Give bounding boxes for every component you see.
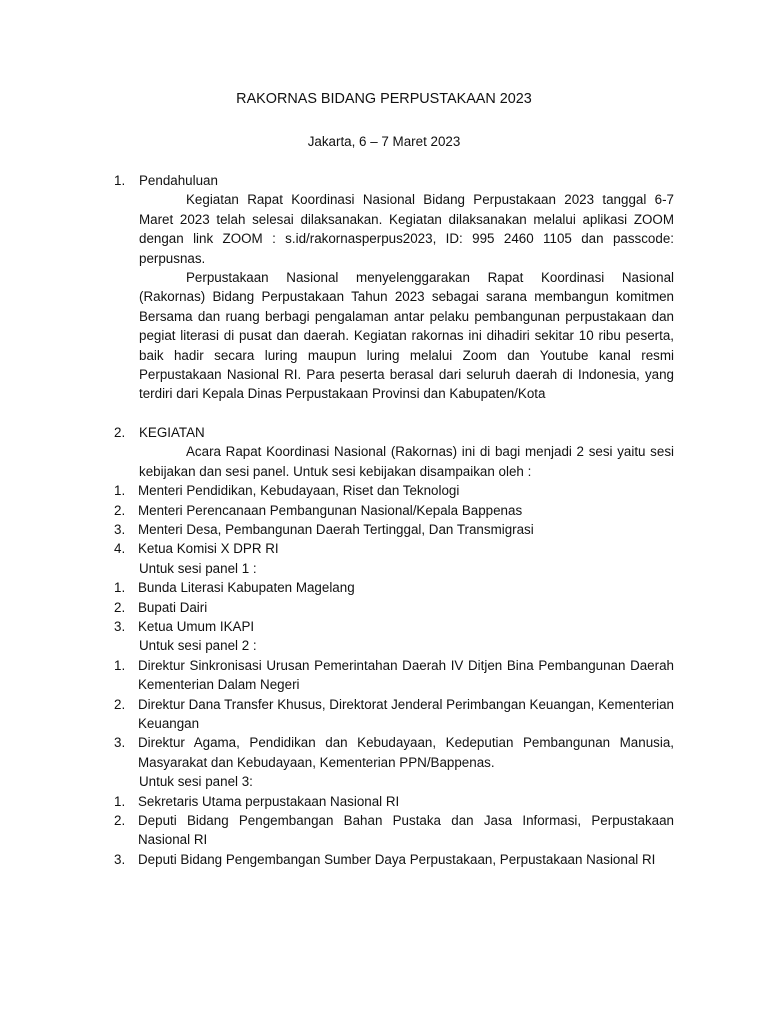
list-text: Bupati Dairi bbox=[138, 599, 208, 615]
list-item bbox=[114, 656, 674, 695]
paragraph: Acara Rapat Koordinasi Nasional (Rakornas) ini di bagi menjadi 2 sesi yaitu sesi kebijakan dan sesi panel. Untuk sesi kebijakan disampaikan oleh : bbox=[139, 444, 674, 479]
list-text: Direktur Dana Transfer Khusus, Direktorat Jenderal Perimbangan Keuangan, Kementerian Keuangan bbox=[138, 696, 674, 731]
list-number: 3. bbox=[114, 735, 126, 751]
list-number: 2. bbox=[114, 813, 126, 828]
list-text: Menteri Pendidikan, Kebudayaan, Riset dan Teknologi bbox=[138, 483, 460, 499]
list-item bbox=[114, 501, 674, 520]
section-number: 2. bbox=[114, 424, 126, 440]
list-kebijakan bbox=[114, 481, 674, 559]
list-item bbox=[114, 792, 674, 811]
list-number: 1. bbox=[114, 580, 126, 596]
list-number: 2. bbox=[114, 502, 126, 518]
panel-2-label: Untuk sesi panel 2 : bbox=[139, 638, 257, 654]
document-dateline: Jakarta, 6 – 7 Maret 2023 bbox=[307, 134, 461, 149]
list-item bbox=[114, 520, 674, 539]
list-text: Ketua Komisi X DPR RI bbox=[138, 541, 279, 557]
list-item bbox=[114, 578, 674, 597]
list-item bbox=[114, 733, 674, 772]
list-item bbox=[114, 539, 674, 558]
paragraph: Perpustakaan Nasional menyelenggarakan Rapat Koordinasi Nasional (Rakornas) Bidang Perpustakaan Tahun 2023 sebagai sarana membangun komitmen Bersama dan ruang berbagi pengalaman antar pelaku pembangunan perpustakaan dan pegiat literasi di pusat dan daerah. Kegiatan rakornas ini dihadiri sekitar 10 ribu peserta, baik hadir secara luring maupun luring melalui Zoom dan Youtube kanal resmi Perpustakaan Nasional RI. Para peserta berasal dari seluruh daerah di Indonesia, yang terdiri dari Kepala Dinas Perpustakaan Provinsi dan Kabupaten/Kota bbox=[139, 270, 674, 402]
section-heading-kegiatan bbox=[114, 423, 674, 442]
panel-3-label: Untuk sesi panel 3: bbox=[139, 774, 253, 790]
list-panel-1 bbox=[114, 578, 674, 636]
list-text: Deputi Bidang Pengembangan Sumber Daya Perpustakaan, Perpustakaan Nasional RI bbox=[138, 851, 656, 867]
list-panel-3 bbox=[114, 792, 674, 870]
list-number: 2. bbox=[114, 696, 126, 712]
document-title: RAKORNAS BIDANG PERPUSTAKAAN 2023 bbox=[236, 91, 532, 107]
list-text: Sekretaris Utama perpustakaan Nasional RI bbox=[138, 793, 400, 809]
panel-1-label: Untuk sesi panel 1 : bbox=[139, 560, 257, 576]
list-number: 3. bbox=[114, 851, 126, 867]
list-item bbox=[114, 850, 674, 869]
list-item bbox=[114, 598, 674, 617]
list-number: 4. bbox=[114, 541, 126, 557]
section-heading-text: KEGIATAN bbox=[139, 424, 205, 440]
list-number: 1. bbox=[114, 483, 126, 499]
document-body bbox=[114, 171, 674, 869]
list-number: 1. bbox=[114, 793, 126, 809]
section-number: 1. bbox=[114, 173, 126, 188]
list-item bbox=[114, 811, 674, 850]
list-item bbox=[114, 695, 674, 734]
list-number: 2. bbox=[114, 599, 126, 615]
list-text: Direktur Agama, Pendidikan dan Kebudayaan, Kedeputian Pembangunan Manusia, Masyarakat dan Kebudayaan, Kementerian PPN/Bappenas. bbox=[138, 735, 674, 770]
section-heading-text: Pendahuluan bbox=[139, 173, 218, 188]
list-number: 3. bbox=[114, 521, 126, 537]
list-number: 3. bbox=[114, 618, 126, 634]
section-heading-pendahuluan bbox=[114, 171, 674, 190]
list-text: Bunda Literasi Kabupaten Magelang bbox=[138, 580, 355, 596]
list-panel-2 bbox=[114, 656, 674, 772]
paragraph: Kegiatan Rapat Koordinasi Nasional Bidang Perpustakaan 2023 tanggal 6-7 Maret 2023 telah selesai dilaksanakan. Kegiatan dilaksanakan melalui aplikasi ZOOM dengan link ZOOM : s.id/rakornasperpus2023, ID: 995 2460 1105 dan passcode: perpusnas. bbox=[139, 192, 674, 266]
list-text: Menteri Desa, Pembangunan Daerah Tertinggal, Dan Transmigrasi bbox=[138, 521, 534, 537]
list-item bbox=[114, 481, 674, 500]
list-text: Deputi Bidang Pengembangan Bahan Pustaka dan Jasa Informasi, Perpustakaan Nasional RI bbox=[138, 813, 674, 848]
list-text: Ketua Umum IKAPI bbox=[138, 618, 255, 634]
list-number: 1. bbox=[114, 657, 126, 673]
list-text: Direktur Sinkronisasi Urusan Pemerintahan Daerah IV Ditjen Bina Pembangunan Daerah Kementerian Dalam Negeri bbox=[138, 657, 674, 693]
list-item bbox=[114, 617, 674, 636]
list-text: Menteri Perencanaan Pembangunan Nasional/Kepala Bappenas bbox=[138, 502, 523, 518]
